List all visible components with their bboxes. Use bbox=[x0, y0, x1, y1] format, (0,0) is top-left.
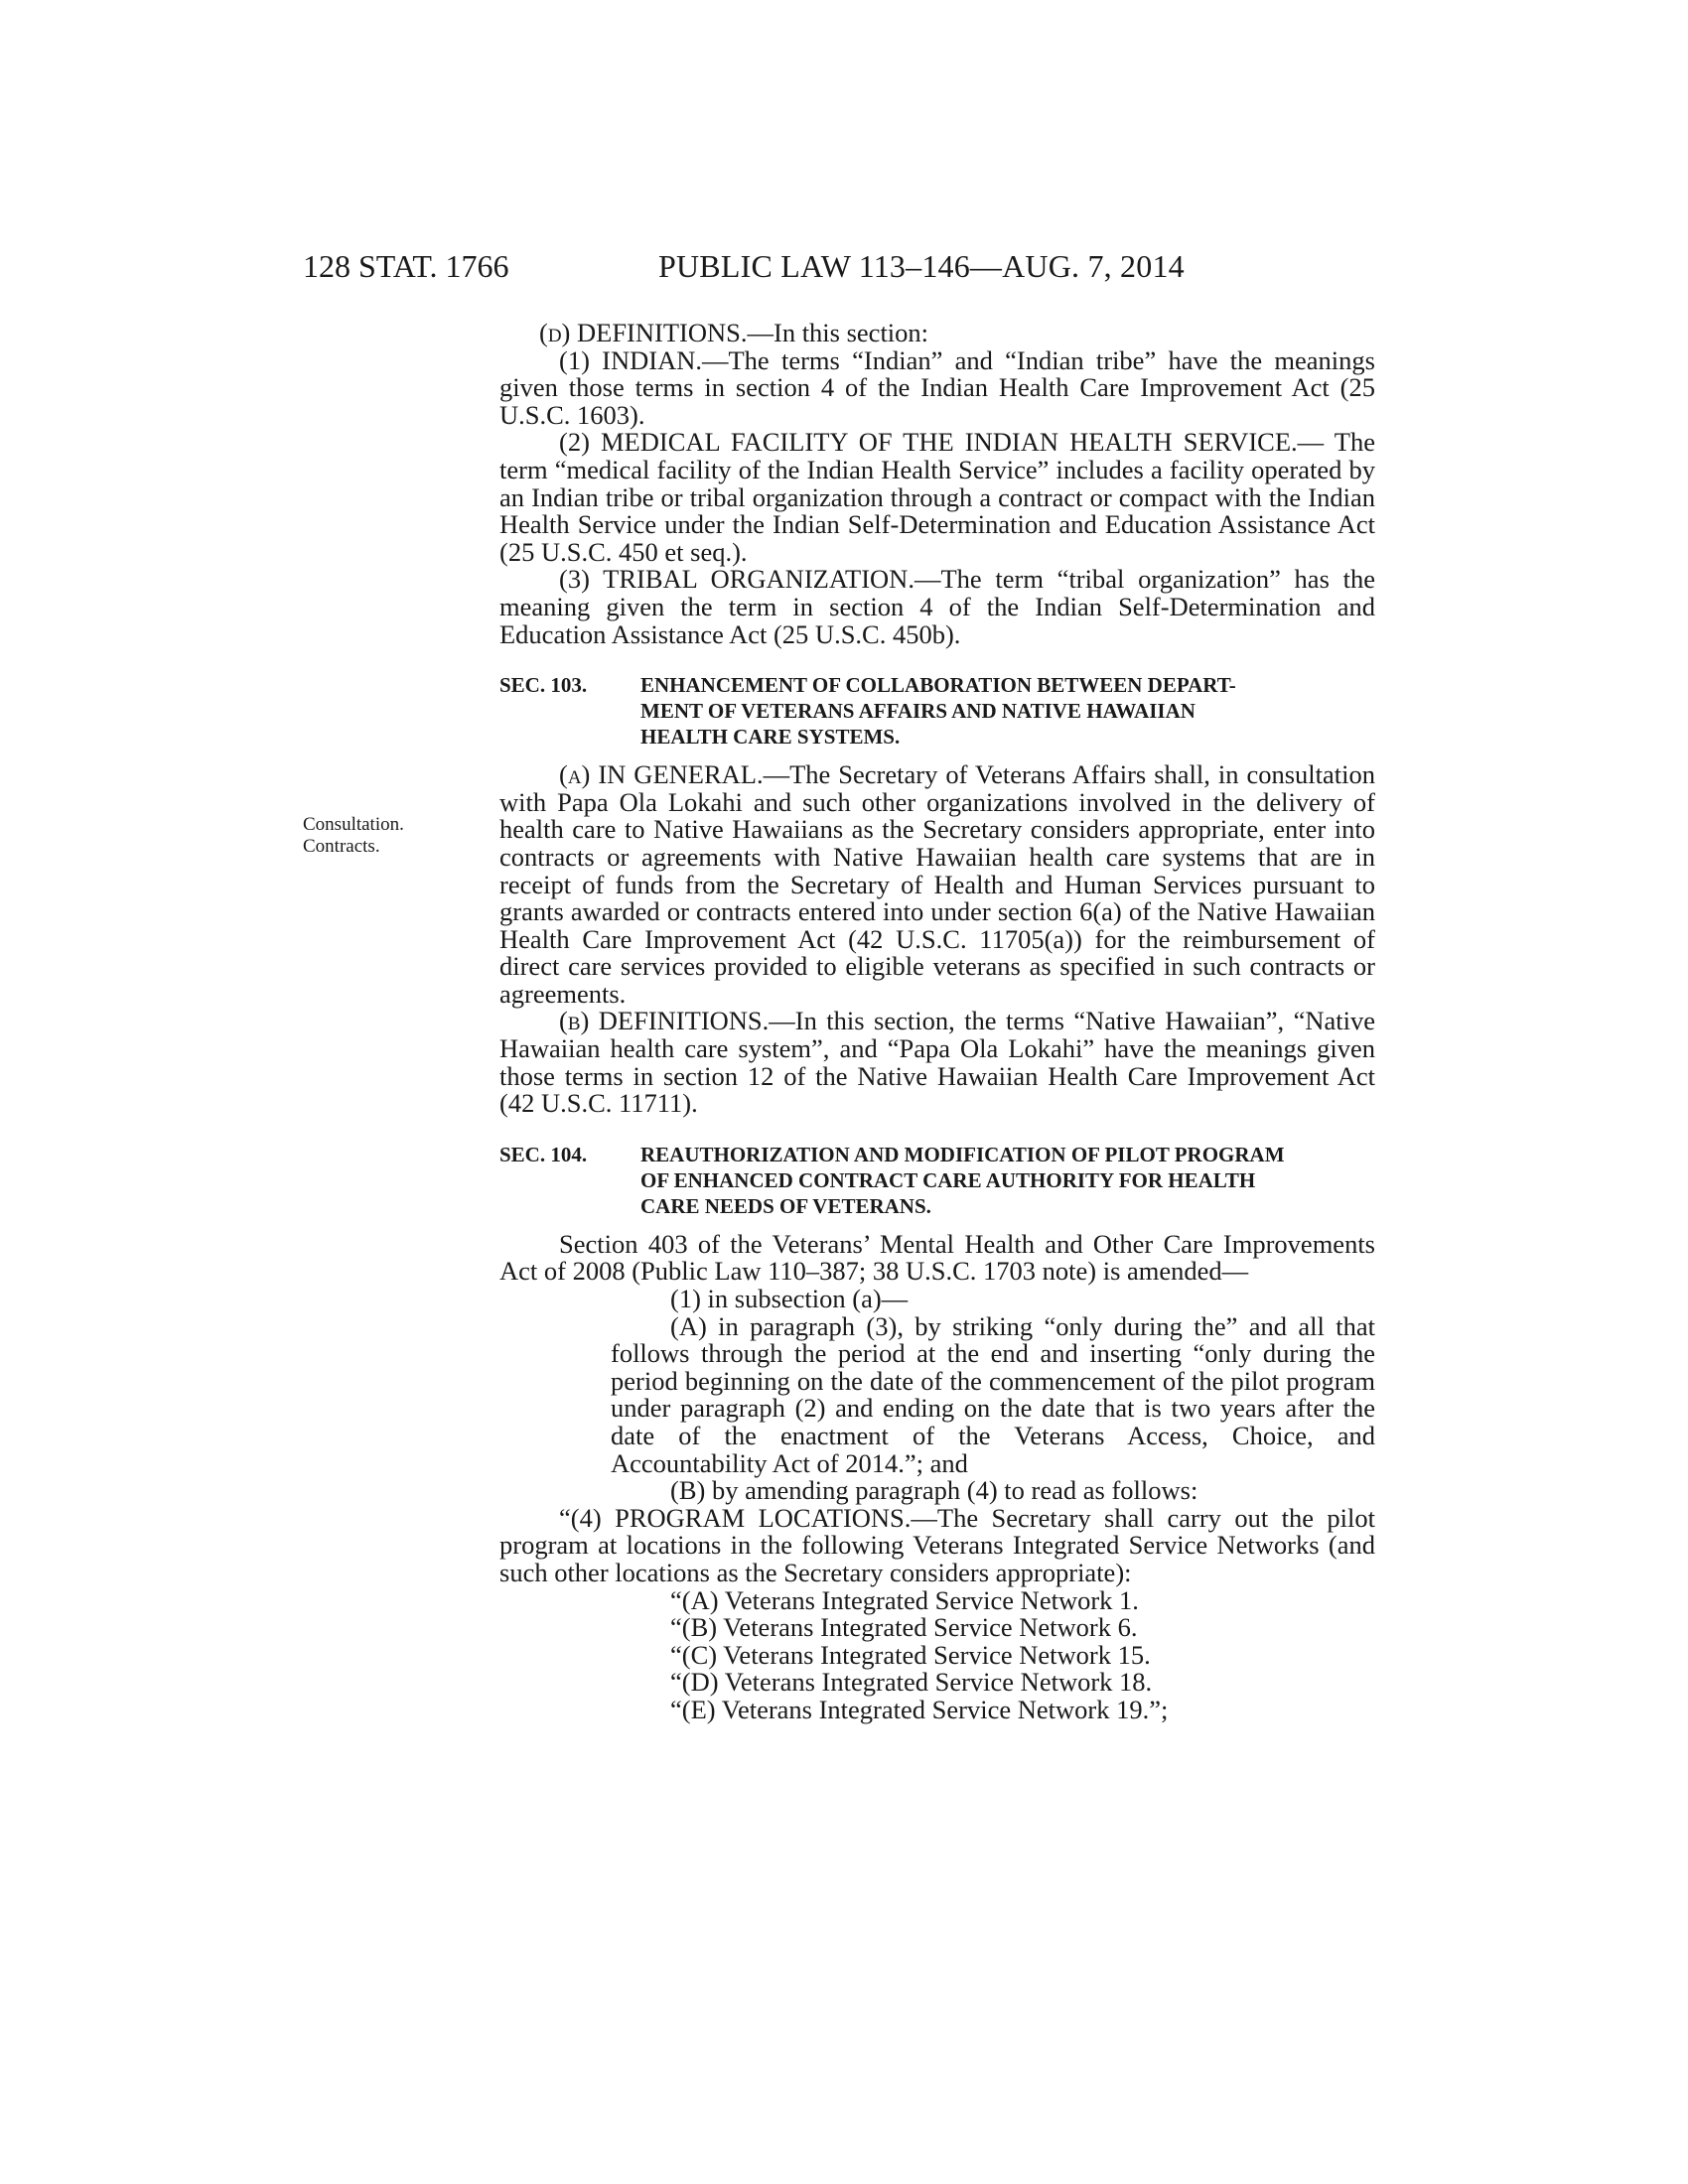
document-body bbox=[499, 320, 1375, 1724]
section-104-heading bbox=[499, 1142, 1375, 1219]
margin-notes bbox=[303, 814, 404, 858]
section-104-intro: Section 403 of the Veterans’ Mental Health and Other Care Improvements Act of 2008 (Public Law 110–387; 38 U.S.C. 1703 note) is amended— bbox=[499, 1228, 1375, 1287]
definition-medical-facility: (2) MEDICAL FACILITY OF THE INDIAN HEALTH SERVICE.— The term “medical facility of the Indian Health Service” includes a facility operated by an Indian tribe or tribal organization through a contract or compact with the Indian Health Service under the Indian Self-Determination and Education Assistance Act (25 U.S.C. 450 et seq.). bbox=[499, 427, 1375, 567]
network-list-item: “(A) Veterans Integrated Service Network 1. bbox=[670, 1584, 1139, 1615]
section-103-b: (b) DEFINITIONS.—In this section, the terms “Native Hawaiian”, “Native Hawaiian health care system”, and “Papa Ola Lokahi” have the meanings given those terms in section 12 of the Native Hawaiian Health Care Improvement Act (42 U.S.C. 11711). bbox=[499, 1006, 1375, 1119]
program-locations-paragraph: “(4) PROGRAM LOCATIONS.—The Secretary shall carry out the pilot program at locations in the following Veterans Integrated Service Networks (and such other locations as the Secretary considers appropriate): bbox=[499, 1502, 1375, 1587]
section-104-item-A: (A) in paragraph (3), by striking “only during the” and all that follows through the period at the end and inserting “only during the period beginning on the date of the commencement of the pilot program under paragraph (2) and ending on the date that is two years after the date of the enactment of the Veterans Access, Choice, and Accountability Act of 2014.”; and bbox=[611, 1310, 1375, 1478]
section-title: REAUTHORIZATION AND MODIFICATION OF PILOT PROGRAM OF ENHANCED CONTRACT CARE AUTHORITY FOR HEALTH CARE NEEDS OF VETERANS. bbox=[640, 1142, 1285, 1218]
definitions-intro: (d) DEFINITIONS.—In this section: bbox=[539, 318, 929, 347]
statute-page-number: 128 STAT. 1766 bbox=[303, 248, 509, 284]
network-list-item: “(D) Veterans Integrated Service Network 18. bbox=[670, 1667, 1153, 1698]
section-104-item-B: (B) by amending paragraph (4) to read as follows: bbox=[670, 1475, 1198, 1506]
margin-note-consultation: Consultation. bbox=[303, 814, 404, 835]
page-header bbox=[303, 246, 1206, 286]
section-title: ENHANCEMENT OF COLLABORATION BETWEEN DEPART- MENT OF VETERANS AFFAIRS AND NATIVE HAWAIIAN HEALTH CARE SYSTEMS. bbox=[640, 673, 1236, 750]
network-list-item: “(C) Veterans Integrated Service Network 15. bbox=[670, 1639, 1151, 1670]
section-103-a: (a) IN GENERAL.—The Secretary of Veterans Affairs shall, in consultation with Papa Ola Lokahi and such other organizations involved in the delivery of health care to Native Hawaiians as the Secretary considers appropriate, enter into contracts or agreements with Native Hawaiian health care systems that are in receipt of funds from the Secretary of Health and Human Services pursuant to grants awarded or contracts entered into under section 6(a) of the Native Hawaiian Health Care Improvement Act (42 U.S.C. 11705(a)) for the reimbursement of direct care services provided to eligible veterans as specified in such contracts or agreements. bbox=[499, 759, 1376, 1009]
definitions-label: (d) DEFINITIONS. bbox=[539, 318, 748, 347]
network-list-item: “(B) Veterans Integrated Service Network 6. bbox=[670, 1612, 1138, 1643]
section-104-item-1: (1) in subsection (a)— bbox=[670, 1284, 909, 1314]
section-number: SEC. 103. bbox=[499, 673, 588, 698]
section-103-heading bbox=[499, 672, 1375, 750]
network-list-item: “(E) Veterans Integrated Service Network 19.”; bbox=[670, 1694, 1169, 1724]
definition-indian: (1) INDIAN.—The terms “Indian” and “Indian tribe” have the meanings given those terms in section 4 of the Indian Health Care Improvement Act (25 U.S.C. 1603). bbox=[499, 344, 1375, 430]
definition-tribal-organization: (3) TRIBAL ORGANIZATION.—The term “tribal organization” has the meaning given the term in section 4 of the Indian Self-Determination and Education Assistance Act (25 U.S.C. 450b). bbox=[499, 564, 1375, 649]
section-number: SEC. 104. bbox=[499, 1142, 588, 1166]
running-title: PUBLIC LAW 113–146—AUG. 7, 2014 bbox=[658, 248, 1185, 284]
margin-note-contracts: Contracts. bbox=[303, 836, 380, 857]
